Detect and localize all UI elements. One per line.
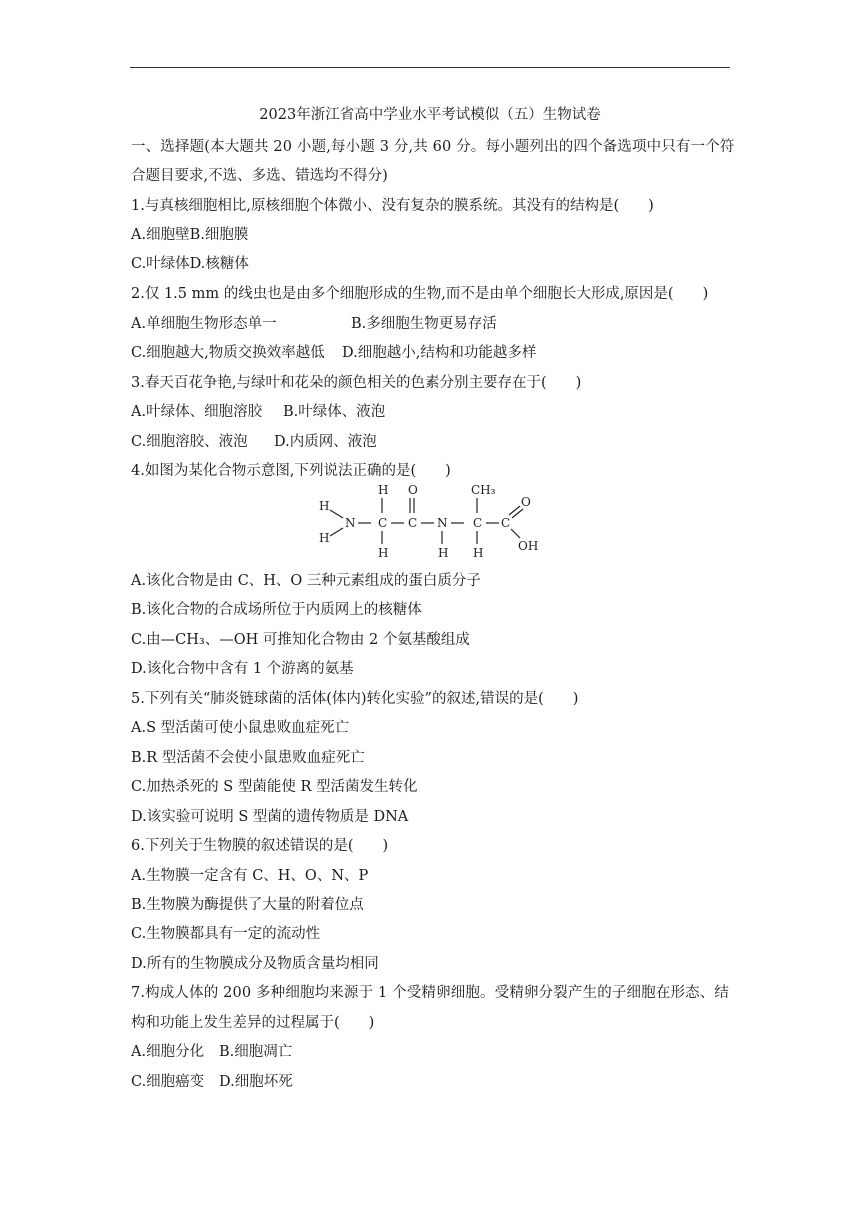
question-4-option-a: A.该化合物是由 C、H、O 三种元素组成的蛋白质分子 — [131, 573, 481, 589]
question-7-stem-line2: 构和功能上发生差异的过程属于( ) — [131, 1015, 375, 1031]
question-3-stem: 3.春天百花争艳,与绿叶和花朵的颜色相关的色素分别主要存在于( ) — [131, 375, 582, 391]
page-title: 2023年浙江省高中学业水平考试模似（五）生物试卷 — [259, 107, 601, 123]
question-4-option-d: D.该化合物中含有 1 个游离的氨基 — [131, 661, 354, 677]
question-6-option-a: A.生物膜一定含有 C、H、O、N、P — [131, 868, 369, 884]
question-6-option-c: C.生物膜都具有一定的流动性 — [131, 926, 321, 942]
question-6-option-d: D.所有的生物膜成分及物质含量均相同 — [131, 956, 379, 972]
atom-c-alpha2: C — [473, 516, 483, 530]
question-6-option-b: B.生物膜为酶提供了大量的附着位点 — [131, 897, 364, 913]
question-2-option-c: C.细胞越大,物质交换效率越低 — [131, 345, 325, 361]
question-5-stem: 5.下列有关“肺炎链球菌的活体(体内)转化实验”的叙述,错误的是( ) — [131, 691, 579, 707]
question-1-stem: 1.与真核细胞相比,原核细胞个体微小、没有复杂的膜系统。其没有的结构是( ) — [131, 198, 654, 214]
atom-h-amino-top: H — [319, 499, 330, 513]
question-2-option-a: A.单细胞生物形态单一 — [131, 316, 277, 332]
atom-h-amino-bottom: H — [319, 531, 330, 545]
question-7-option-c: C.细胞癌变 — [131, 1074, 205, 1090]
question-3-option-b: B.叶绿体、液泡 — [283, 404, 386, 420]
dipeptide-structure-figure — [315, 480, 555, 560]
question-7-option-d: D.细胞坏死 — [219, 1074, 293, 1090]
atom-c-alpha1: C — [378, 516, 388, 530]
question-5-option-c: C.加热杀死的 S 型菌能使 R 型活菌发生转化 — [131, 779, 418, 795]
question-1-options-row2: C.叶绿体D.核糖体 — [131, 256, 249, 272]
header-rule — [130, 67, 730, 68]
question-7-option-a: A.细胞分化 — [131, 1044, 205, 1060]
atom-h-alpha1-top: H — [378, 483, 389, 497]
atom-n-amino: N — [345, 516, 356, 530]
atom-c-carboxyl: C — [501, 516, 511, 530]
question-5-option-d: D.该实验可说明 S 型菌的遗传物质是 DNA — [131, 809, 409, 825]
atom-h-alpha2-bottom: H — [473, 546, 484, 560]
atom-o-carboxyl: O — [521, 495, 531, 509]
question-2-option-b: B.多细胞生物更易存活 — [351, 316, 497, 332]
section-instructions-line2: 合题目要求,不选、多选、错选均不得分) — [131, 168, 388, 184]
atom-oh-carboxyl: OH — [518, 539, 539, 553]
question-4-stem: 4.如图为某化合物示意图,下列说法正确的是( ) — [131, 463, 451, 479]
question-2-option-d: D.细胞越小,结构和功能越多样 — [342, 345, 537, 361]
question-3-option-c: C.细胞溶胶、液泡 — [131, 434, 248, 450]
atom-o-carbonyl: O — [408, 483, 418, 497]
question-1-options-row1: A.细胞壁B.细胞膜 — [131, 227, 249, 243]
atom-h-peptide: H — [438, 546, 449, 560]
question-7-option-b: B.细胞凋亡 — [219, 1044, 293, 1060]
question-3-option-d: D.内质网、液泡 — [274, 434, 377, 450]
question-4-option-c: C.由—CH₃、—OH 可推知化合物由 2 个氨基酸组成 — [131, 632, 470, 648]
question-6-stem: 6.下列关于生物膜的叙述错误的是( ) — [131, 838, 389, 854]
question-2-stem: 2.仅 1.5 mm 的线虫也是由多个细胞形成的生物,而不是由单个细胞长大形成,原因是( ) — [131, 286, 709, 302]
question-4-option-b: B.该化合物的合成场所位于内质网上的核糖体 — [131, 602, 422, 618]
question-7-stem-line1: 7.构成人体的 200 多种细胞均来源于 1 个受精卵细胞。受精卵分裂产生的子细胞在形态、结 — [131, 985, 730, 1001]
question-5-option-b: B.R 型活菌不会使小鼠患败血症死亡 — [131, 750, 365, 766]
question-5-option-a: A.S 型活菌可使小鼠患败血症死亡 — [131, 720, 350, 736]
section-instructions-line1: 一、选择题(本大题共 20 小题,每小题 3 分,共 60 分。每小题列出的四个备选项中只有一个符 — [131, 139, 735, 155]
atom-ch3: CH₃ — [471, 483, 496, 497]
question-3-option-a: A.叶绿体、细胞溶胶 — [131, 404, 263, 420]
atom-n-peptide: N — [437, 516, 448, 530]
atom-h-alpha1-bottom: H — [378, 546, 389, 560]
atom-c-carbonyl: C — [408, 516, 418, 530]
